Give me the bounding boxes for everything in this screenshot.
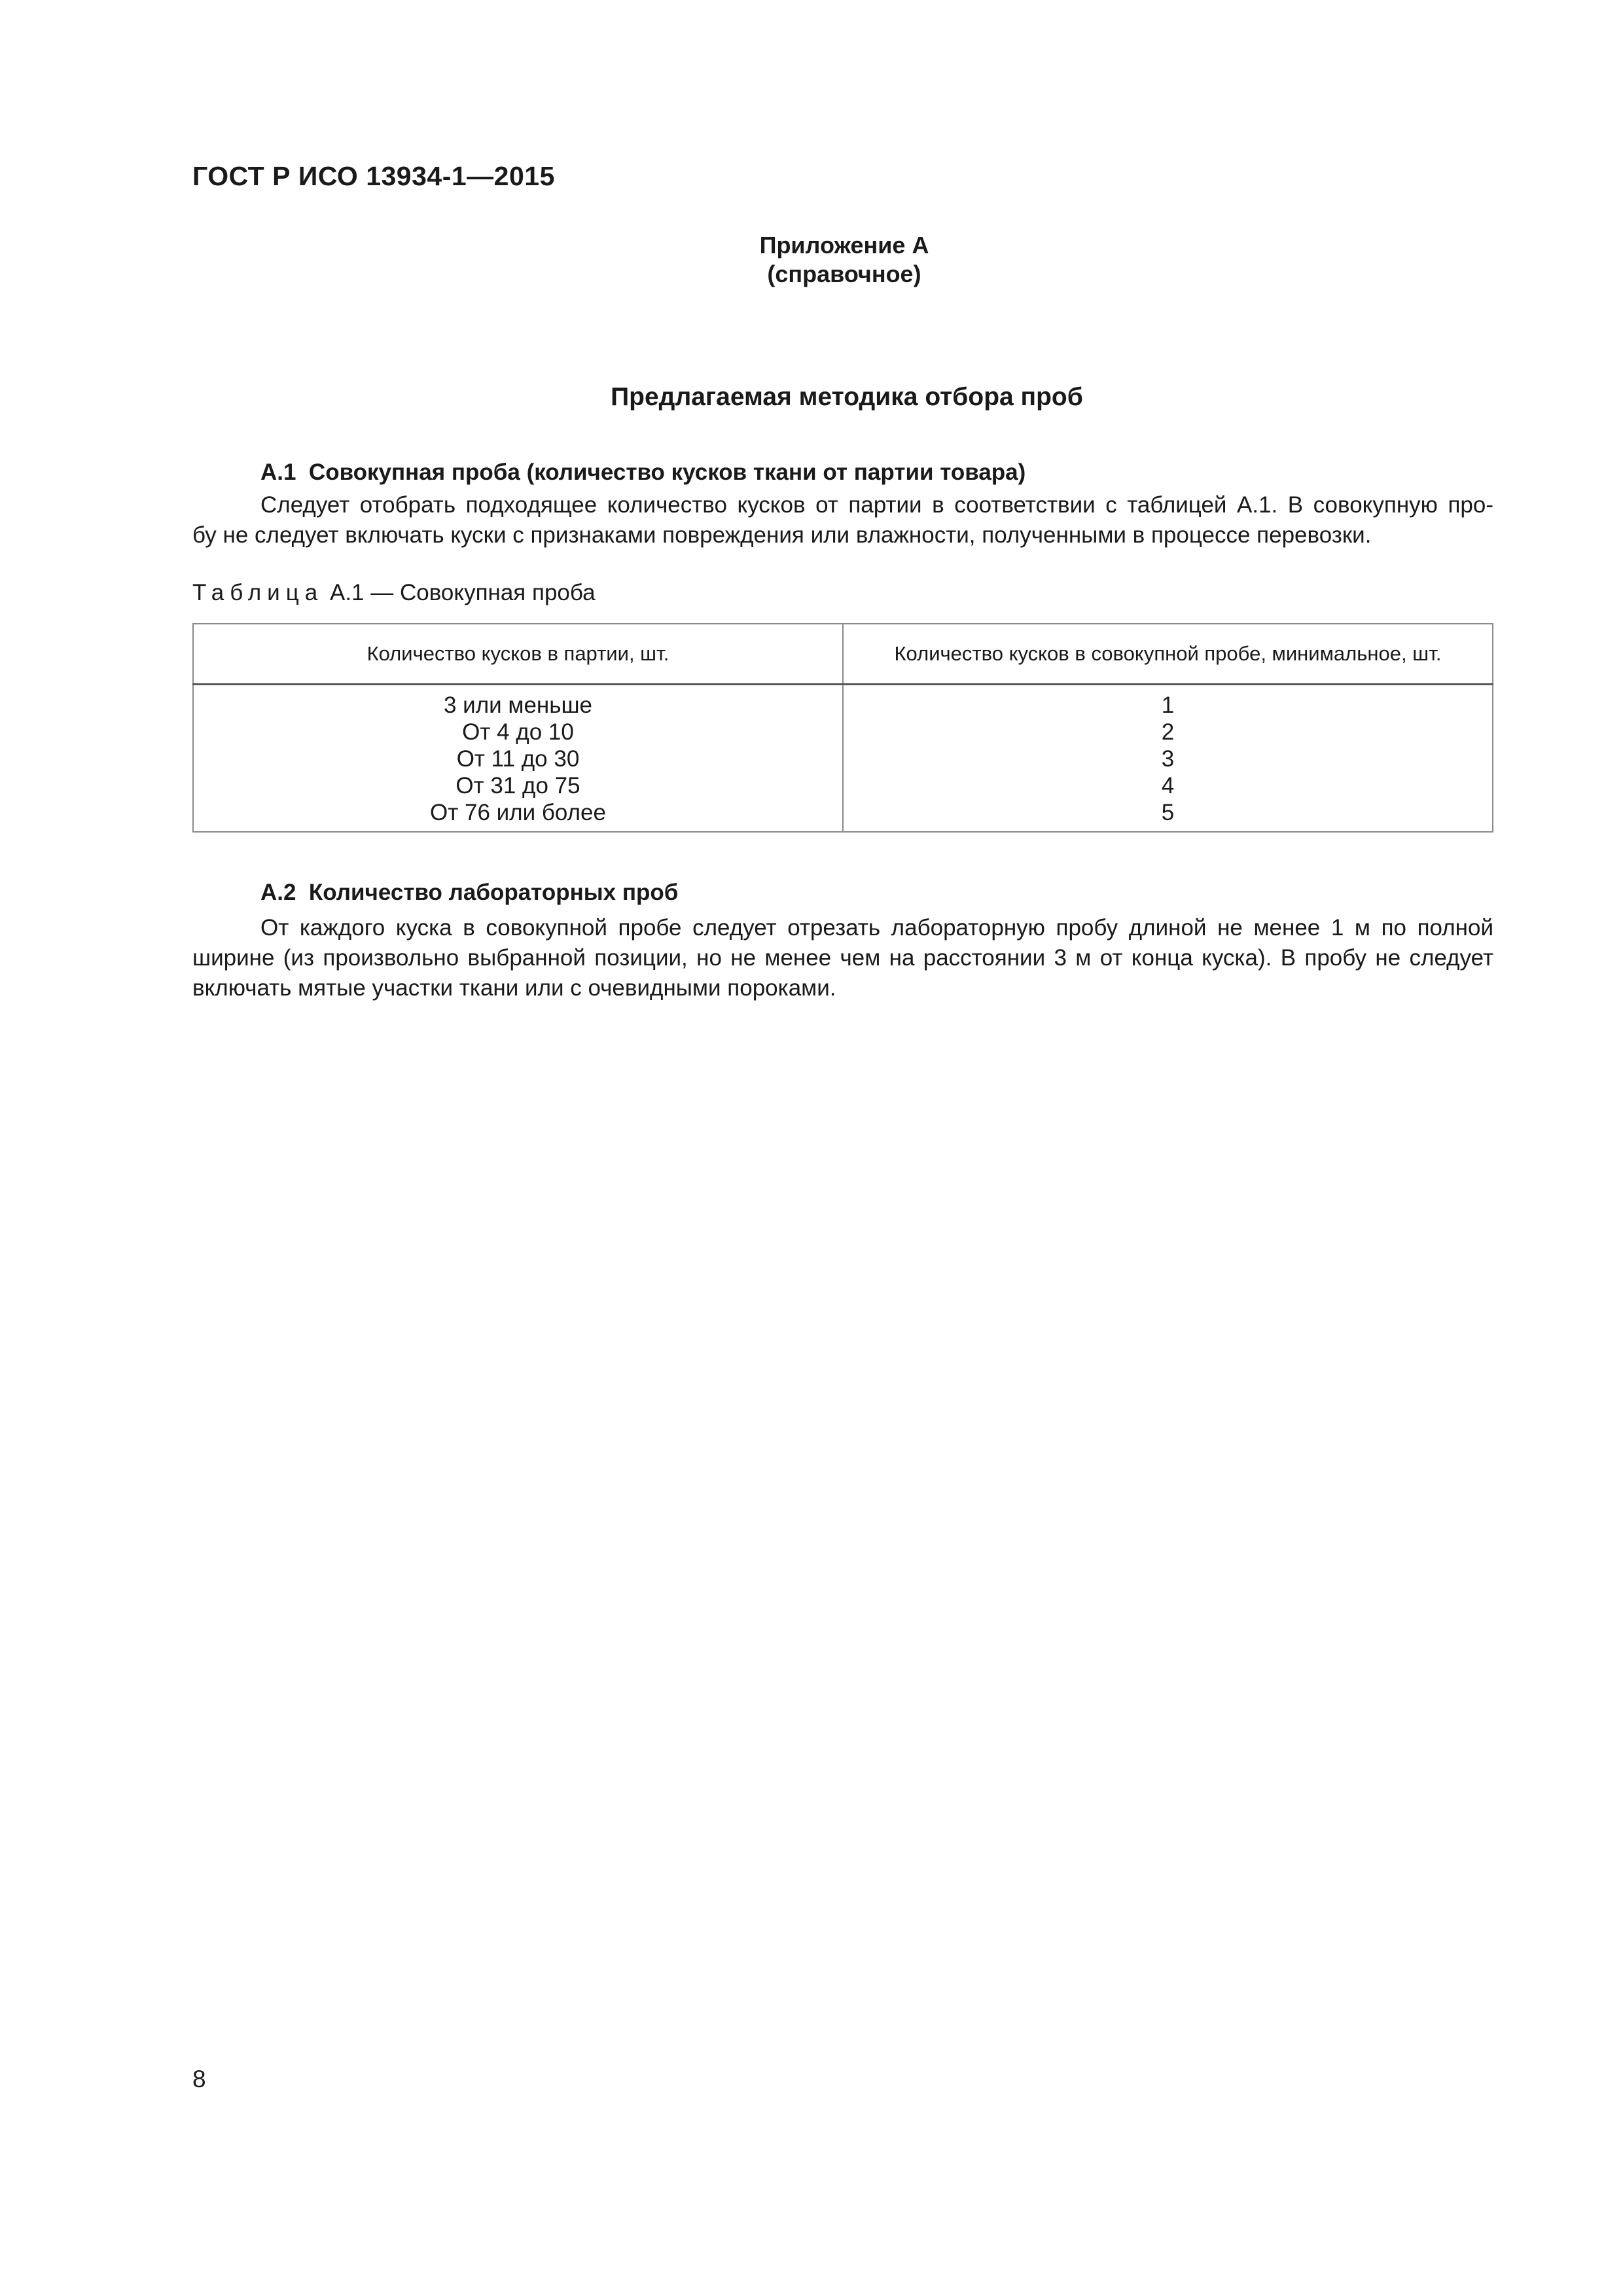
annex-title: Приложение А bbox=[759, 232, 929, 259]
section-title-text: Предлагаемая методика отбора проб bbox=[611, 383, 1083, 411]
table-cell: 4 bbox=[1161, 773, 1175, 798]
page-number: 8 bbox=[192, 2066, 206, 2092]
table-cell-lot-count bbox=[193, 685, 843, 833]
table-cell-sample-count bbox=[843, 685, 1493, 833]
table-cell: 1 bbox=[1161, 692, 1175, 718]
clause-a1-number: А.1 bbox=[260, 459, 296, 485]
clause-a2-heading bbox=[260, 880, 678, 906]
table-row bbox=[193, 685, 1493, 833]
clause-a1-line-1: Следует отобрать подходящее количество кусков от партии в соответствии с таблицей А.1. В совокупную про- bbox=[260, 492, 1493, 518]
sample-table bbox=[192, 623, 1493, 833]
table-cell: От 4 до 10 bbox=[462, 719, 574, 745]
clause-a1-line-2: бу не следует включать куски с признаками повреждения или влажности, полученными в процессе перевозки. bbox=[192, 522, 1372, 548]
clause-a2-line-1: От каждого куска в совокупной пробе следует отрезать лабораторную пробу длиной не менее 1 м по полной bbox=[260, 915, 1493, 941]
table-cell: 3 или меньше bbox=[443, 692, 593, 718]
table-cell: От 76 или более bbox=[430, 800, 606, 825]
clause-a1-title: Совокупная проба (количество кусков ткани от партии товара) bbox=[308, 459, 1026, 485]
table-header-row bbox=[193, 624, 1493, 685]
table-cell: 5 bbox=[1161, 800, 1175, 825]
table-caption bbox=[192, 580, 596, 606]
table-cell: От 31 до 75 bbox=[455, 773, 580, 798]
table-cell: 2 bbox=[1161, 719, 1175, 745]
table-cell: От 11 до 30 bbox=[456, 746, 580, 772]
clause-a2-line-3: включать мятые участки ткани или с очевидными пороками. bbox=[192, 975, 836, 1001]
annex-type: (справочное) bbox=[767, 260, 921, 287]
table-caption-text: А.1 — Совокупная проба bbox=[329, 580, 596, 605]
table-header-lot-count: Количество кусков в партии, шт. bbox=[193, 624, 843, 685]
clause-a2-title: Количество лабораторных проб bbox=[308, 880, 679, 905]
section-title bbox=[0, 383, 1623, 412]
clause-a1-paragraph bbox=[192, 490, 1493, 550]
clause-a2-number: А.2 bbox=[260, 880, 296, 905]
clause-a2-paragraph bbox=[192, 913, 1493, 1003]
table-header-sample-count: Количество кусков в совокупной пробе, минимальное, шт. bbox=[843, 624, 1493, 685]
table-cell: 3 bbox=[1161, 746, 1175, 772]
table-caption-label: Таблица bbox=[192, 580, 324, 605]
clause-a1-heading bbox=[260, 459, 1026, 486]
clause-a2-line-2: ширине (из произвольно выбранной позиции, но не менее чем на расстоянии 3 м от конца куска). В пробу не следует bbox=[192, 945, 1493, 971]
document-code: ГОСТ Р ИСО 13934-1—2015 bbox=[192, 161, 555, 191]
